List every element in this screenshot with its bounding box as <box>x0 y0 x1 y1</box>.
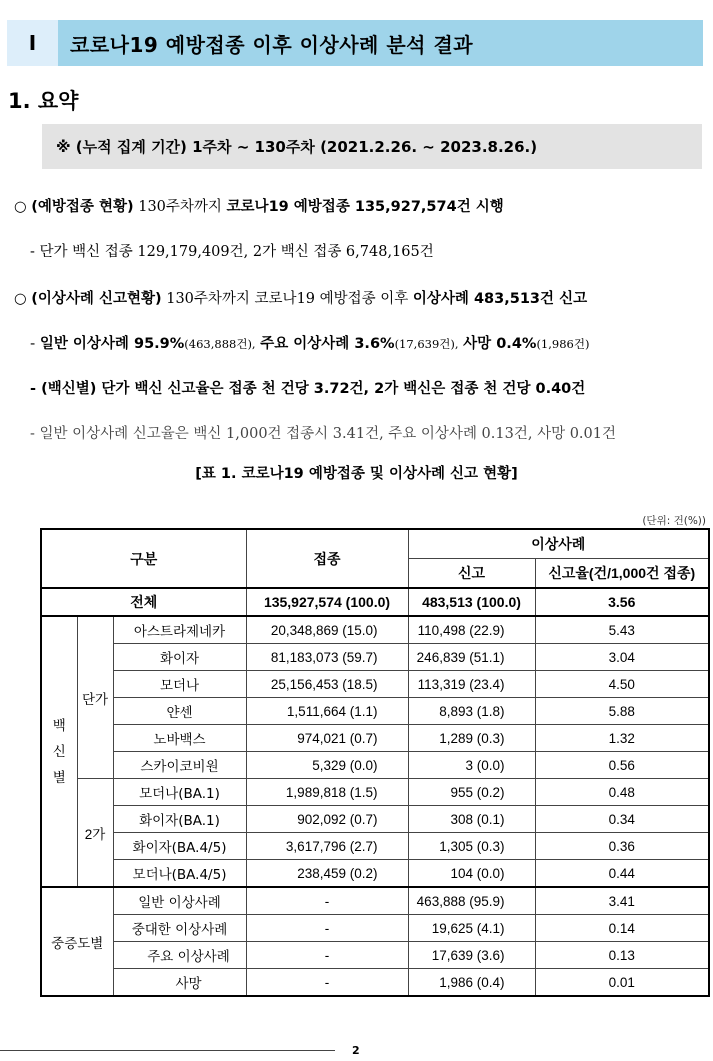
cell-reports: 1,986 (0.4) <box>408 969 535 997</box>
cell-vaccinations: 81,183,073 (59.7) <box>246 644 408 671</box>
cell-vaccinations: - <box>246 942 408 969</box>
group-monovalent: 단가 <box>77 616 113 779</box>
severity-name: 일반 이상사례 <box>113 887 246 915</box>
cell-rate: 3.41 <box>535 887 709 915</box>
bullet-head: (예방접종 현황) <box>31 199 134 215</box>
table-row <box>41 887 709 915</box>
group-vaccine <box>41 616 77 887</box>
vaccine-name: 아스트라제네카 <box>113 616 246 644</box>
group-bivalent: 2가 <box>77 779 113 888</box>
total-label: 전체 <box>41 588 246 616</box>
cell-reports: 1,305 (0.3) <box>408 833 535 860</box>
table-row <box>41 616 709 644</box>
cell-rate: 0.01 <box>535 969 709 997</box>
bullet-mid: 130주차까지 코로나19 예방접종 이후 <box>166 291 409 307</box>
cell-rate: 5.88 <box>535 698 709 725</box>
table-row <box>41 644 709 671</box>
bullet-vaccination-sub: - 단가 백신 접종 129,179,409건, 2가 백신 접종 6,748,165건 <box>30 244 434 260</box>
general-count: (463,888건), <box>184 337 256 351</box>
death-pct: 사망 0.4% <box>463 336 537 352</box>
cell-reports: 1,289 (0.3) <box>408 725 535 752</box>
cell-reports: 3 (0.0) <box>408 752 535 779</box>
cell-vaccinations: - <box>246 915 408 942</box>
bullet-tail: 이상사례 483,513건 신고 <box>412 291 588 307</box>
total-reports: 483,513 (100.0) <box>408 588 535 616</box>
cell-rate: 0.34 <box>535 806 709 833</box>
cell-rate: 4.50 <box>535 671 709 698</box>
bullet-report-sub1 <box>30 332 705 353</box>
table-row <box>41 942 709 969</box>
total-rate: 3.56 <box>535 588 709 616</box>
table-row <box>41 806 709 833</box>
bullet-head: (이상사례 신고현황) <box>31 291 162 307</box>
bullet-marker: ○ <box>14 291 27 307</box>
table-row <box>41 671 709 698</box>
cell-rate: 0.13 <box>535 942 709 969</box>
vaccine-name: 화이자(BA.4/5) <box>113 833 246 860</box>
header-rate: 신고율(건/1,000건 접종) <box>535 559 709 589</box>
cell-vaccinations: - <box>246 887 408 915</box>
period-text: ※ (누적 집계 기간) 1주차 ∼ 130주차 (2021.2.26. ∼ 2023.8.26.) <box>56 138 538 156</box>
major-count: (17,639건), <box>394 337 459 351</box>
cell-rate: 0.48 <box>535 779 709 806</box>
bullet-mid: 130주차까지 <box>138 199 222 215</box>
cell-rate: 3.04 <box>535 644 709 671</box>
vaccine-name: 모더나 <box>113 671 246 698</box>
header-vaccinations: 접종 <box>246 529 408 588</box>
table-row <box>41 915 709 942</box>
cell-reports: 246,839 (51.1) <box>408 644 535 671</box>
header-adverse: 이상사례 <box>408 529 709 559</box>
unit-note: (단위: 건(%)) <box>642 515 706 527</box>
cell-rate: 0.44 <box>535 860 709 888</box>
table-caption: [표 1. 코로나19 예방접종 및 이상사례 신고 현황] <box>195 466 518 482</box>
table-row <box>41 779 709 806</box>
cell-vaccinations: - <box>246 969 408 997</box>
cell-vaccinations: 974,021 (0.7) <box>246 725 408 752</box>
cell-vaccinations: 20,348,869 (15.0) <box>246 616 408 644</box>
total-vaccinations: 135,927,574 (100.0) <box>246 588 408 616</box>
table-row <box>41 833 709 860</box>
cell-rate: 5.43 <box>535 616 709 644</box>
vaccine-name: 화이자(BA.1) <box>113 806 246 833</box>
severity-name: 주요 이상사례 <box>113 942 246 969</box>
cell-vaccinations: 25,156,453 (18.5) <box>246 671 408 698</box>
header-category: 구분 <box>41 529 246 588</box>
table-row <box>41 725 709 752</box>
general-pct: 일반 이상사례 95.9% <box>39 336 185 352</box>
bullet-vaccination-status <box>14 195 705 216</box>
section-header <box>7 20 703 66</box>
table-row <box>41 860 709 888</box>
cell-reports: 104 (0.0) <box>408 860 535 888</box>
cell-rate: 0.56 <box>535 752 709 779</box>
cell-rate: 0.36 <box>535 833 709 860</box>
cell-rate: 1.32 <box>535 725 709 752</box>
header-reports: 신고 <box>408 559 535 589</box>
cell-reports: 955 (0.2) <box>408 779 535 806</box>
cell-reports: 113,319 (23.4) <box>408 671 535 698</box>
cell-rate: 0.14 <box>535 915 709 942</box>
vaccination-adverse-table <box>40 528 710 997</box>
cell-reports: 463,888 (95.9) <box>408 887 535 915</box>
bullet-marker: ○ <box>14 199 27 215</box>
table-row <box>41 969 709 997</box>
table-row <box>41 698 709 725</box>
section-number: Ⅰ <box>28 31 37 55</box>
cell-reports: 8,893 (1.8) <box>408 698 535 725</box>
cell-vaccinations: 238,459 (0.2) <box>246 860 408 888</box>
footer-divider <box>0 1050 335 1051</box>
summary-title: 1. 요약 <box>8 89 79 113</box>
bullet-report-sub3: - 일반 이상사례 신고율은 백신 1,000건 접종시 3.41건, 주요 이상사례 0.13건, 사망 0.01건 <box>30 426 616 442</box>
cell-vaccinations: 5,329 (0.0) <box>246 752 408 779</box>
cell-reports: 308 (0.1) <box>408 806 535 833</box>
table-row <box>41 752 709 779</box>
cell-reports: 17,639 (3.6) <box>408 942 535 969</box>
death-count: (1,986건) <box>536 337 590 351</box>
bullet-report-status <box>14 287 705 308</box>
dash: - <box>30 336 36 352</box>
vaccine-name: 모더나(BA.1) <box>113 779 246 806</box>
cell-reports: 19,625 (4.1) <box>408 915 535 942</box>
vaccine-name: 스카이코비원 <box>113 752 246 779</box>
table-row-total <box>41 588 709 616</box>
major-pct: 주요 이상사례 3.6% <box>260 336 395 352</box>
section-title: 코로나19 예방접종 이후 이상사례 분석 결과 <box>70 32 474 57</box>
vaccine-name: 모더나(BA.4/5) <box>113 860 246 888</box>
vaccine-name: 얀센 <box>113 698 246 725</box>
cell-vaccinations: 3,617,796 (2.7) <box>246 833 408 860</box>
period-box <box>42 124 702 169</box>
cell-vaccinations: 902,092 (0.7) <box>246 806 408 833</box>
cell-vaccinations: 1,989,818 (1.5) <box>246 779 408 806</box>
severity-name: 중대한 이상사례 <box>113 915 246 942</box>
vaccine-name: 화이자 <box>113 644 246 671</box>
cell-vaccinations: 1,511,664 (1.1) <box>246 698 408 725</box>
page-number: 2 <box>352 1044 360 1057</box>
vaccine-name: 노바백스 <box>113 725 246 752</box>
cell-reports: 110,498 (22.9) <box>408 616 535 644</box>
bullet-tail: 코로나19 예방접종 135,927,574건 시행 <box>226 199 504 215</box>
group-severity: 중증도별 <box>41 887 113 996</box>
severity-name: 사망 <box>113 969 246 997</box>
section-title-box <box>58 20 703 66</box>
bullet-report-sub2: - (백신별) 단가 백신 신고율은 접종 천 건당 3.72건, 2가 백신은 접종 천 건당 0.40건 <box>30 381 586 397</box>
group-vaccine-label: 백 신 별 <box>52 717 66 785</box>
